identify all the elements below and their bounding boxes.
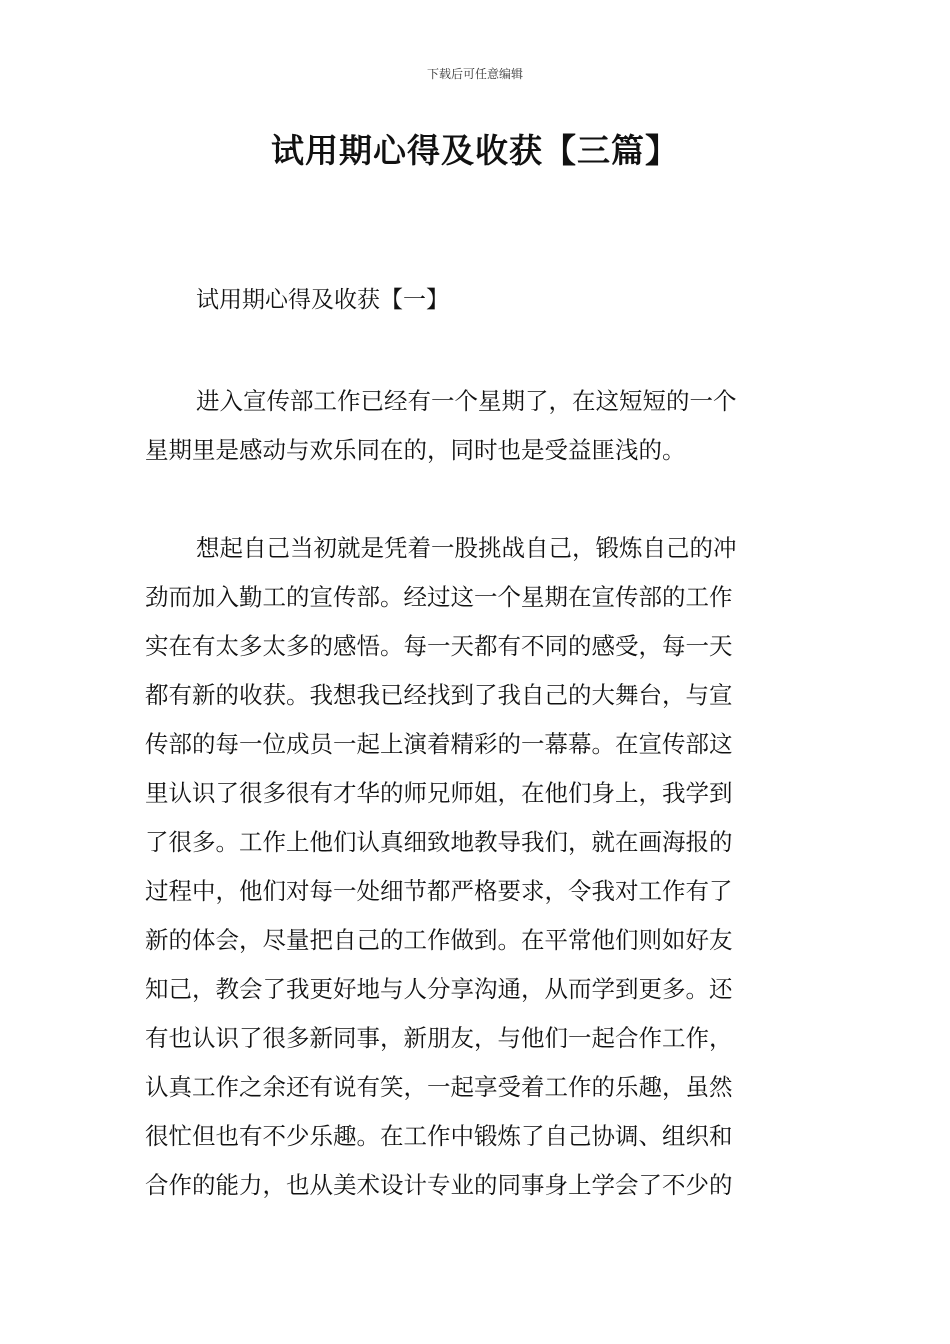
paragraph-line: 里认识了很多很有才华的师兄师姐，在他们身上，我学到 bbox=[145, 779, 733, 807]
header-note: 下载后可任意编辑 bbox=[426, 67, 523, 81]
paragraph-line: 传部的每一位成员一起上演着精彩的一幕幕。在宣传部这 bbox=[145, 730, 733, 758]
paragraph-line: 实在有太多太多的感悟。每一天都有不同的感受，每一天 bbox=[145, 632, 733, 660]
paragraph-1 bbox=[145, 377, 807, 475]
paragraph-line: 都有新的收获。我想我已经找到了我自己的大舞台，与宣 bbox=[145, 681, 733, 709]
paragraph-line: 认真工作之余还有说有笑，一起享受着工作的乐趣，虽然 bbox=[145, 1073, 733, 1101]
paragraph-line: 过程中，他们对每一处细节都严格要求，令我对工作有了 bbox=[145, 877, 733, 905]
paragraph-line: 星期里是感动与欢乐同在的，同时也是受益匪浅的。 bbox=[145, 436, 686, 464]
paragraph-line: 进入宣传部工作已经有一个星期了，在这短短的一个 bbox=[196, 387, 737, 415]
paragraph-line: 很忙但也有不少乐趣。在工作中锻炼了自己协调、组织和 bbox=[145, 1122, 733, 1150]
paragraph-line: 想起自己当初就是凭着一股挑战自己，锻炼自己的冲 bbox=[196, 534, 737, 562]
paragraph-line: 了很多。工作上他们认真细致地教导我们，就在画海报的 bbox=[145, 828, 733, 856]
paragraph-line: 知己，教会了我更好地与人分享沟通，从而学到更多。还 bbox=[145, 975, 733, 1003]
paragraph-line: 劲而加入勤工的宣传部。经过这一个星期在宣传部的工作 bbox=[145, 583, 733, 611]
paragraph-line: 新的体会，尽量把自己的工作做到。在平常他们则如好友 bbox=[145, 926, 733, 954]
document-title: 试用期心得及收获【三篇】 bbox=[271, 131, 679, 170]
section-heading: 试用期心得及收获【一】 bbox=[196, 287, 449, 313]
paragraph-line: 合作的能力，也从美术设计专业的同事身上学会了不少的 bbox=[145, 1171, 733, 1199]
paragraph-line: 有也认识了很多新同事，新朋友，与他们一起合作工作， bbox=[145, 1024, 733, 1052]
paragraph-2 bbox=[145, 524, 807, 1210]
